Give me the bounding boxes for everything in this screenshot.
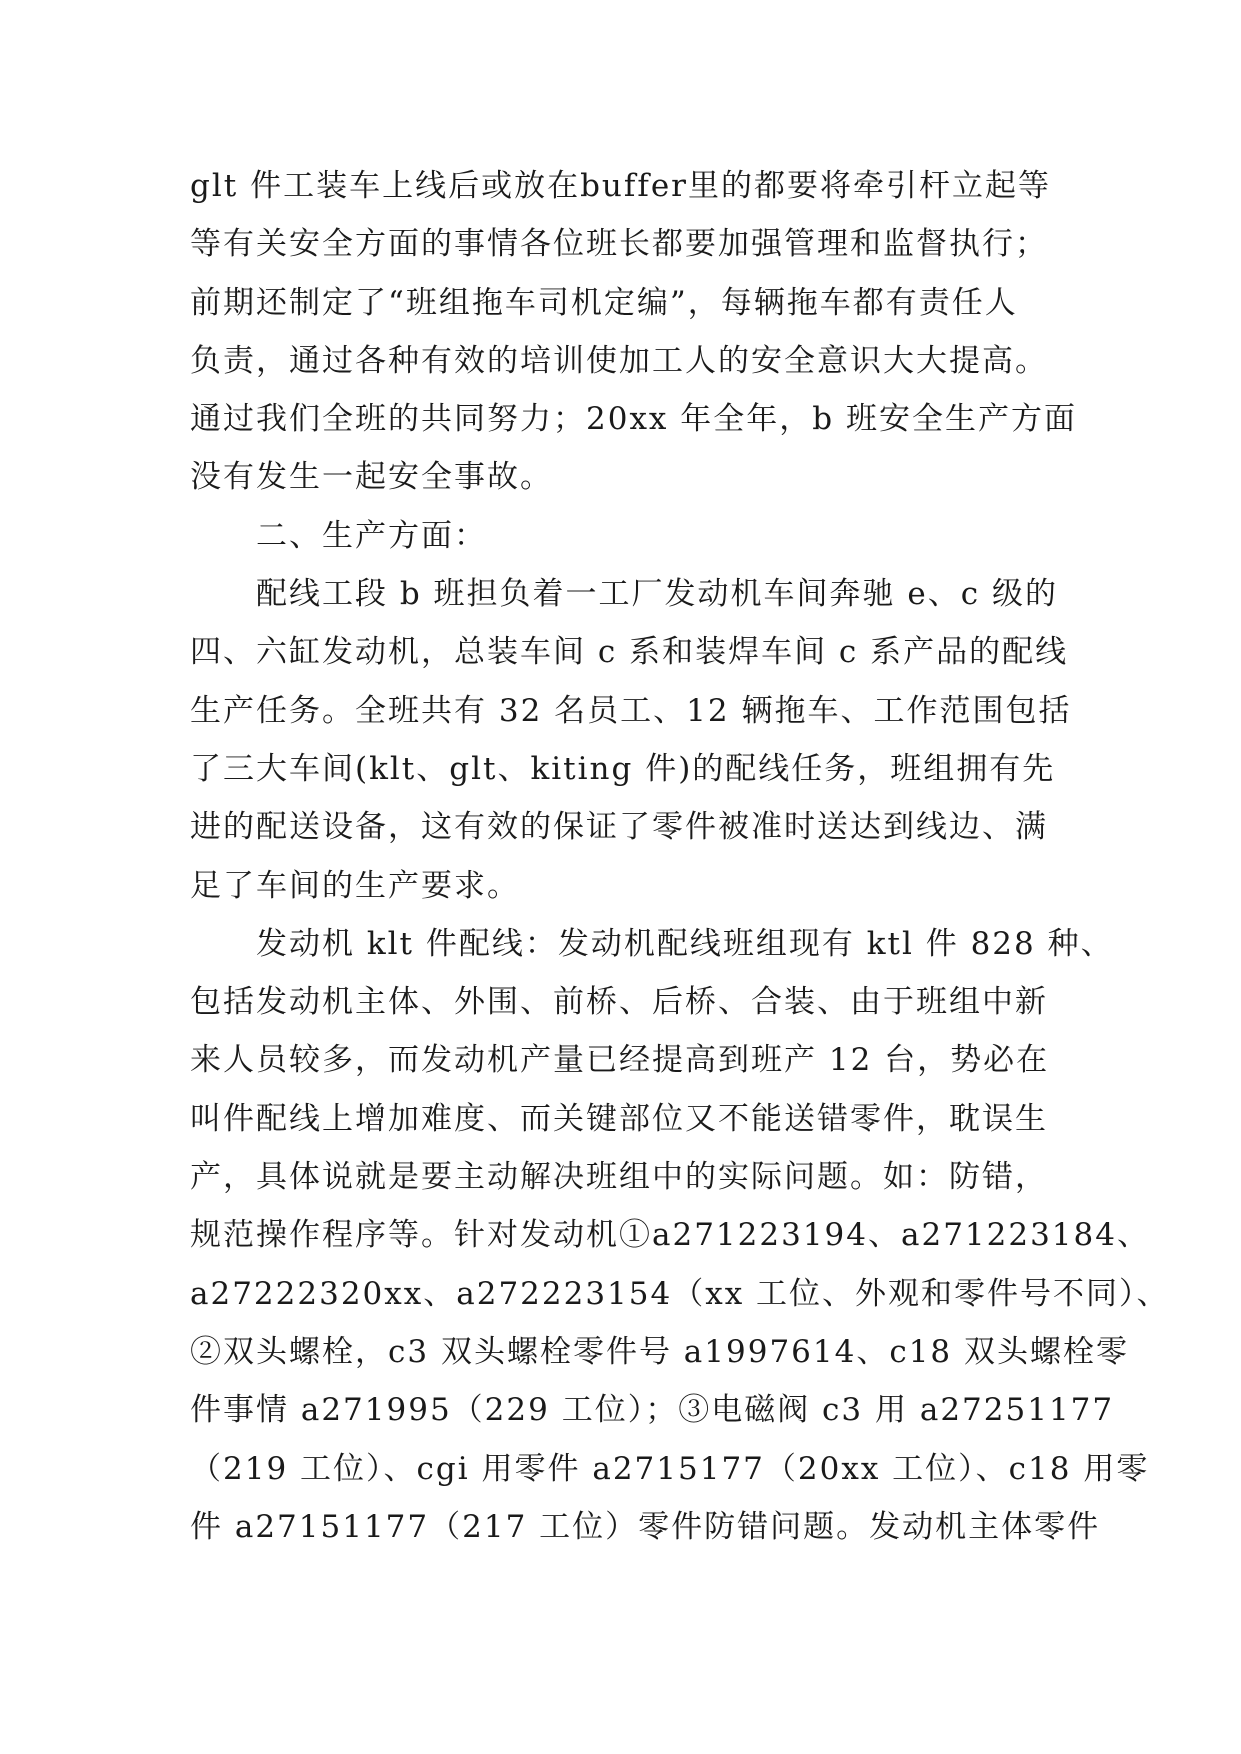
- text-line: 产，具体说就是要主动解决班组中的实际问题。如：防错，: [190, 1159, 1048, 1196]
- text-line: 生产任务。全班共有 32 名员工、12 辆拖车、工作范围包括: [190, 692, 1072, 729]
- text-line: a27222320xx、a272223154（xx 工位、外观和零件号不同）、: [190, 1275, 1170, 1312]
- text-line: 四、六缸发动机，总装车间 c 系和装焊车间 c 系产品的配线: [190, 634, 1069, 671]
- text-line: 规范操作程序等。针对发动机①a271223194、a271223184、: [190, 1217, 1150, 1254]
- text-line: 通过我们全班的共同努力；20xx 年全年，b 班安全生产方面: [190, 401, 1077, 438]
- text-line: 了三大车间(klt、glt、kiting 件)的配线任务，班组拥有先: [190, 750, 1056, 787]
- section-heading: 二、生产方面：: [256, 517, 487, 554]
- text-line: 负责，通过各种有效的培训使加工人的安全意识大大提高。: [190, 342, 1048, 379]
- text-line: （219 工位）、cgi 用零件 a2715177（20xx 工位）、c18 用零: [190, 1450, 1150, 1487]
- text-line: 发动机 klt 件配线：发动机配线班组现有 ktl 件 828 种、: [256, 925, 1114, 962]
- text-line: 叫件配线上增加难度、而关键部位又不能送错零件，耽误生: [190, 1100, 1048, 1137]
- text-line: 足了车间的生产要求。: [190, 867, 520, 904]
- text-line: 包括发动机主体、外围、前桥、后桥、合装、由于班组中新: [190, 984, 1048, 1021]
- text-line: 前期还制定了“班组拖车司机定编”，每辆拖车都有责任人: [190, 284, 1018, 321]
- text-line: 等有关安全方面的事情各位班长都要加强管理和监督执行；: [190, 226, 1048, 263]
- text-line: 件事情 a271995（229 工位）；③电磁阀 c3 用 a27251177: [190, 1392, 1115, 1429]
- text-line: 配线工段 b 班担负着一工厂发动机车间奔驰 e、c 级的: [256, 576, 1058, 613]
- text-line: 件 a27151177（217 工位）零件防错问题。发动机主体零件: [190, 1508, 1101, 1545]
- document-body: [190, 157, 1170, 1556]
- text-line: ②双头螺栓，c3 双头螺栓零件号 a1997614、c18 双头螺栓零: [190, 1333, 1129, 1370]
- text-line: 进的配送设备，这有效的保证了零件被准时送达到线边、满: [190, 809, 1048, 846]
- text-line: glt 件工装车上线后或放在buffer里的都要将牵引杆立起等: [190, 168, 1051, 204]
- text-line: 没有发生一起安全事故。: [190, 459, 553, 496]
- text-line: 来人员较多，而发动机产量已经提高到班产 12 台，势必在: [190, 1042, 1050, 1079]
